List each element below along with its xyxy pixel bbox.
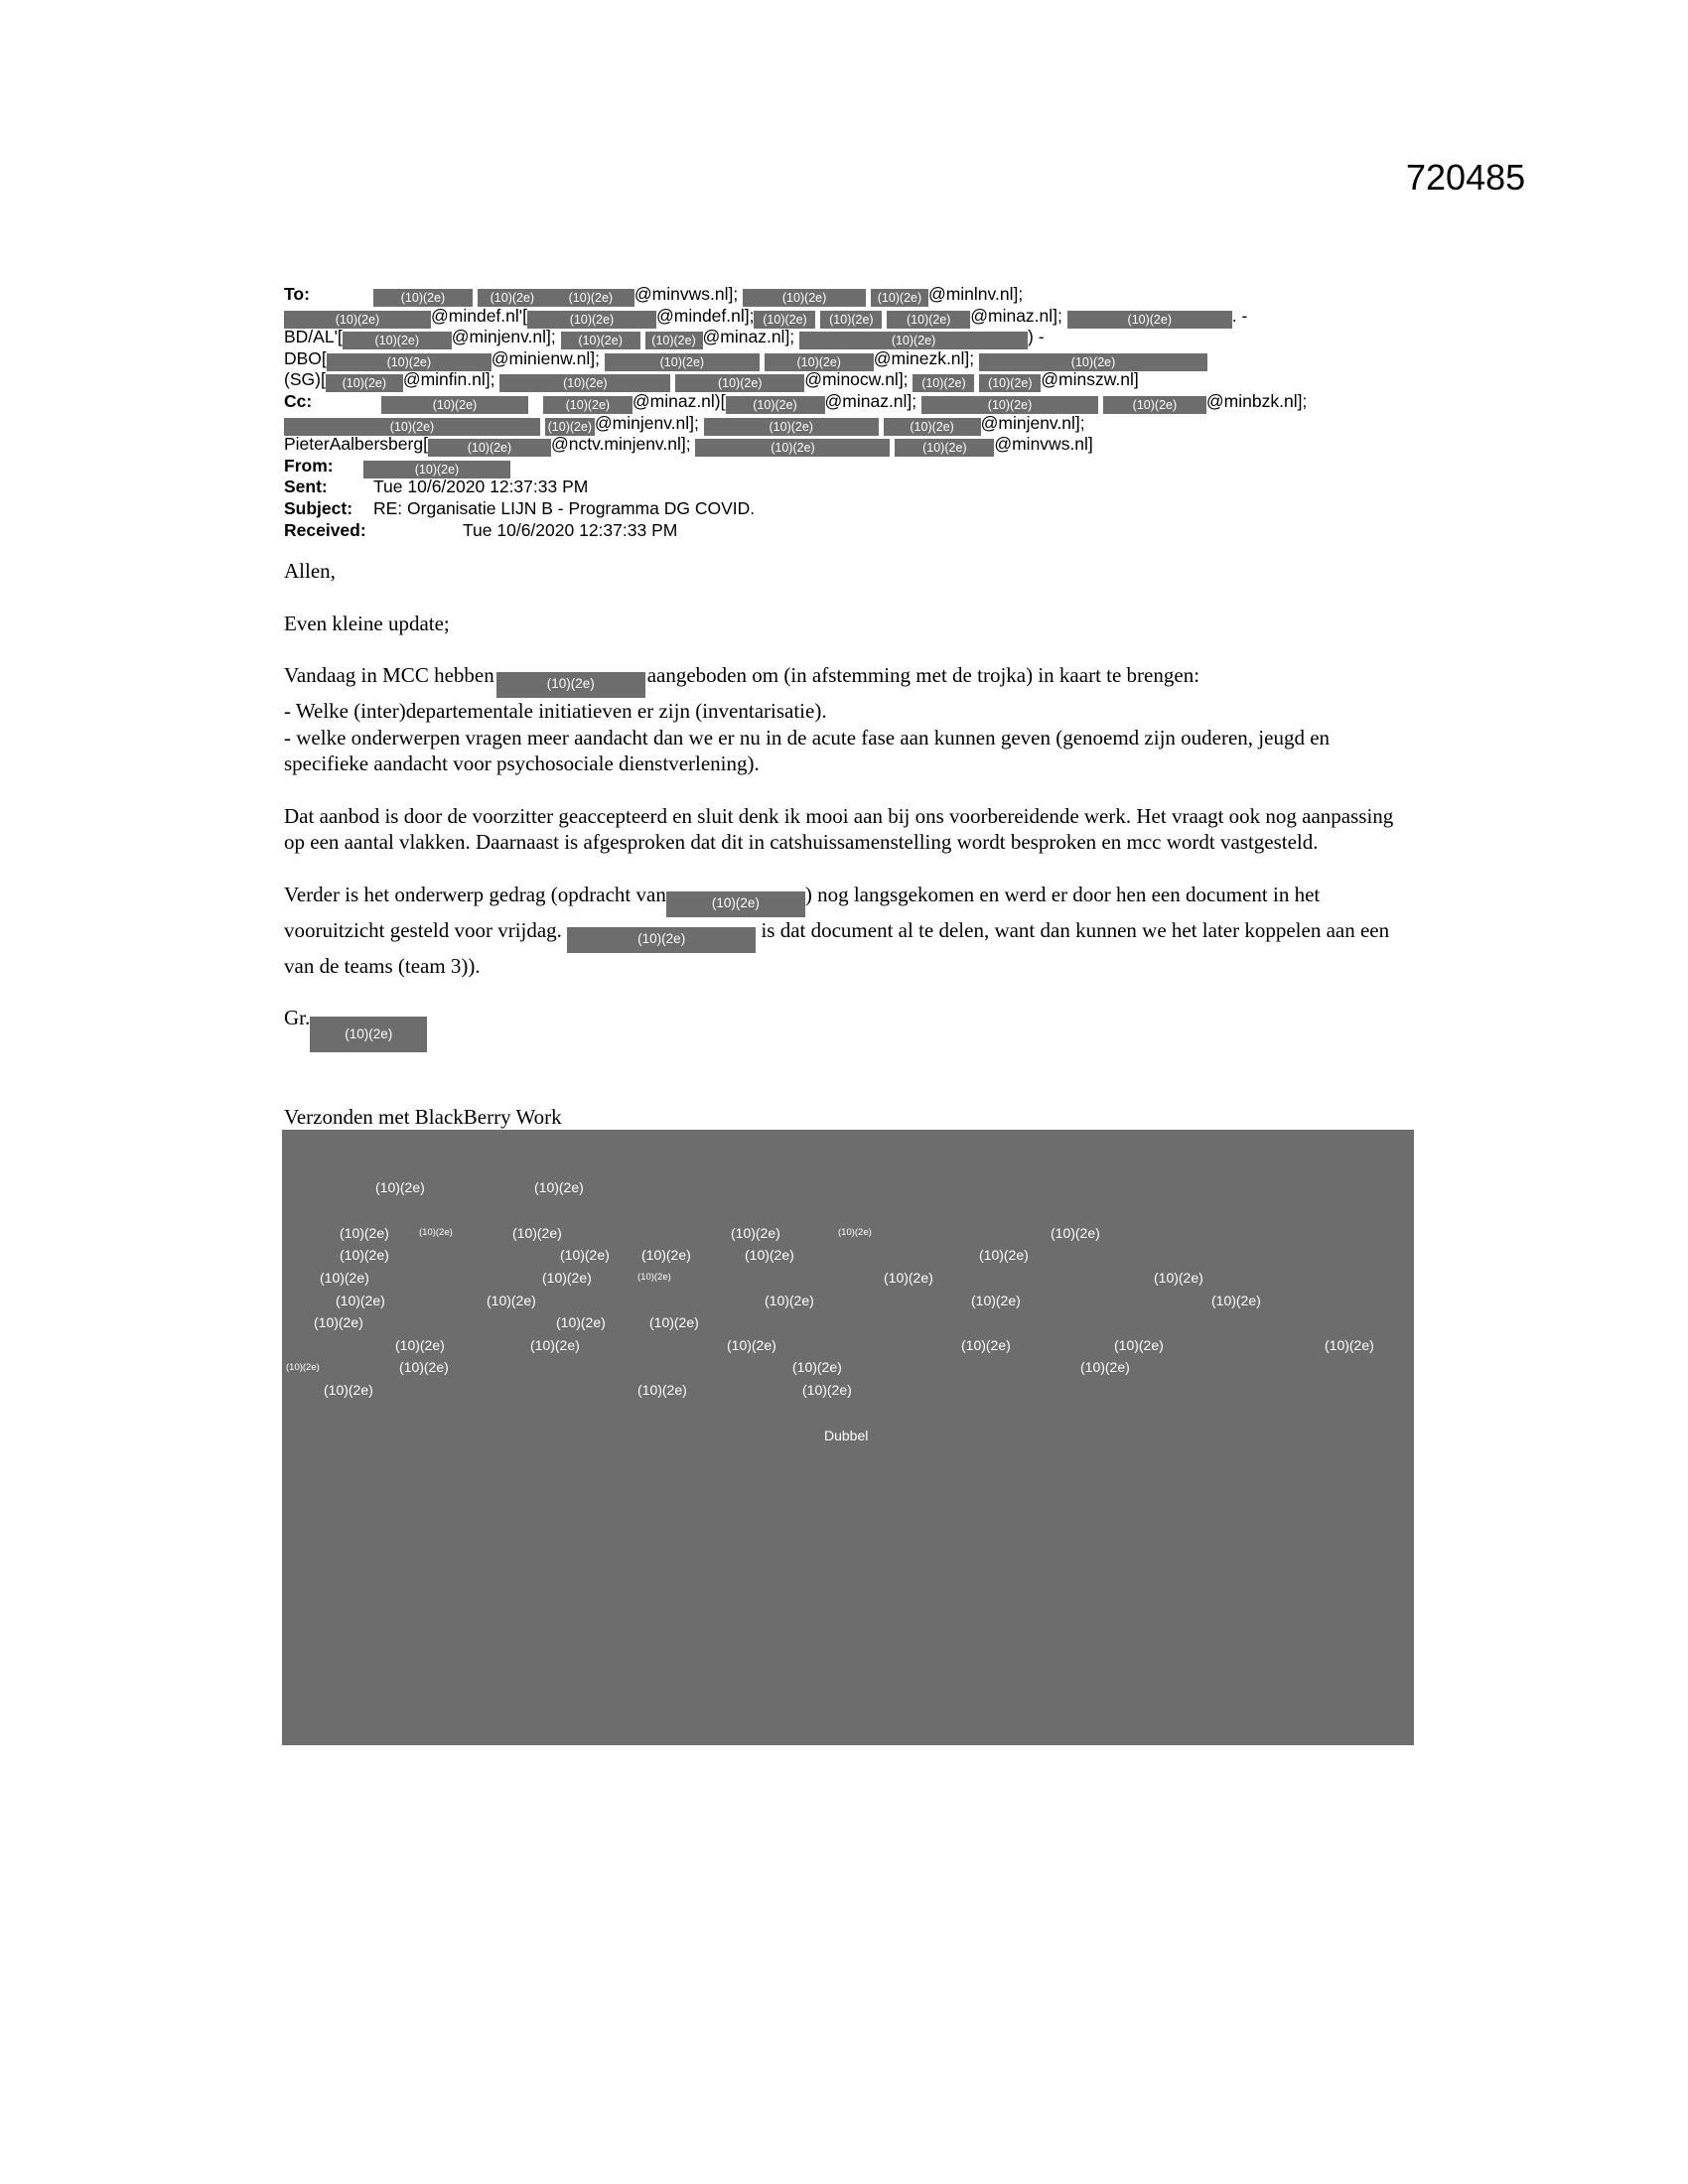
email-domain: @minaz.nl]; [702, 327, 795, 347]
redaction: (10)(2e) [373, 289, 473, 307]
email-domain: @minienw.nl]; [491, 347, 600, 368]
redaction-code: (10)(2e) [512, 1225, 562, 1241]
email-domain: @minbzk.nl]; [1205, 390, 1308, 411]
redaction: (10)(2e) [754, 311, 815, 329]
redaction-code: (10)(2e) [641, 1247, 691, 1263]
redaction-code: (10)(2e) [1114, 1337, 1164, 1353]
redaction: (10)(2e) [363, 461, 510, 478]
cc-label: Cc: [284, 390, 313, 411]
redaction-code: (10)(2e) [971, 1293, 1021, 1308]
email-domain: @minjenv.nl]; [594, 412, 699, 433]
redaction: (10)(2e) [1103, 396, 1206, 414]
email-domain: @minjenv.nl]; [451, 327, 556, 347]
redaction-code: (10)(2e) [314, 1314, 363, 1330]
redaction: (10)(2e) [284, 418, 540, 436]
redaction-code: (10)(2e) [320, 1270, 369, 1286]
subject-label: Subject: [284, 497, 353, 518]
dubbel-label: Dubbel [824, 1428, 869, 1443]
email-text: (SG)[ [284, 369, 326, 390]
redaction: (10)(2e) [979, 353, 1207, 371]
redaction: (10)(2e) [743, 289, 866, 307]
email-domain: @minaz.nl]; [824, 390, 917, 411]
email-header [284, 284, 1376, 541]
paragraph: Verder is het onderwerp gedrag (opdracht van (10)(2e) ) nog langsgekomen en werd er door hen een document in het vooruitzicht gesteld voor vrijdag. (10)(2e) is dat document al te delen, want dan kunnen we het later koppelen aan een van de teams (team 3)). [284, 882, 1390, 978]
document-number: 720485 [1406, 157, 1526, 198]
received-label: Received: [284, 519, 366, 540]
email-domain: @minjenv.nl]; [980, 412, 1085, 433]
redaction-code: (10)(2e) [419, 1227, 453, 1238]
redaction: (10)(2e) [884, 418, 981, 436]
redaction: (10)(2e) [527, 311, 656, 329]
redaction-code: (10)(2e) [792, 1359, 842, 1375]
redaction-code: (10)(2e) [802, 1382, 852, 1398]
redaction: (10)(2e) [871, 289, 928, 307]
paragraph: Vandaag in MCC hebben (10)(2e) aangeboden om (in afstemming met de trojka) in kaart te brengen: - Welke (inter)departementale initiatieven er zijn (inventarisatie). - welke onderwerpen vragen meer aandacht dan we er nu in de acute fase aan kunnen geven (genoemd zijn ouderen, jeugd en specifieke aandacht voor psychosociale dienstverlening). [284, 663, 1331, 775]
redaction-code: (10)(2e) [560, 1247, 610, 1263]
email-domain: @minvws.nl]; [633, 284, 739, 304]
redaction: (10)(2e) [545, 418, 595, 436]
footer: Verzonden met BlackBerry Work [284, 1105, 562, 1129]
redaction: (10)(2e) [979, 374, 1041, 392]
redaction-code: (10)(2e) [979, 1247, 1029, 1263]
redaction-code: (10)(2e) [336, 1293, 385, 1308]
redaction: (10)(2e) [326, 374, 403, 392]
redaction: (10)(2e) [547, 289, 634, 307]
redaction-code: (10)(2e) [1211, 1293, 1261, 1308]
redaction-code: (10)(2e) [838, 1227, 872, 1238]
redaction: (10)(2e) [327, 353, 492, 371]
redaction-code: (10)(2e) [745, 1247, 794, 1263]
email-domain: @nctv.minjenv.nl]; [550, 434, 691, 455]
redaction: (10)(2e) [695, 439, 890, 457]
redaction: (10)(2e) [726, 396, 825, 414]
redaction: (10)(2e) [428, 439, 551, 457]
to-label: To: [284, 284, 310, 304]
redaction-code: (10)(2e) [286, 1362, 320, 1373]
paragraph: Even kleine update; [284, 611, 450, 635]
email-domain: @minfin.nl]; [402, 369, 495, 390]
redaction: (10)(2e) [499, 374, 670, 392]
email-domain: @minszw.nl] [1041, 369, 1139, 390]
email-text: PieterAalbersberg[ [284, 434, 428, 455]
redaction: (10)(2e) [921, 396, 1098, 414]
redaction-code: (10)(2e) [1051, 1225, 1100, 1241]
redaction: (10)(2e) [765, 353, 874, 371]
redaction-code: (10)(2e) [637, 1272, 671, 1283]
redaction-code: (10)(2e) [324, 1382, 373, 1398]
redaction: (10)(2e) [666, 891, 805, 917]
redaction: (10)(2e) [675, 374, 804, 392]
paragraph: Dat aanbod is door de voorzitter geaccepteerd en sluit denk ik mooi aan bij ons voorbereidende werk. Het vraagt ook nog aanpassing op een aantal vlakken. Daarnaast is afgesproken dat dit in catshuissamenstelling wordt besproken en mcc wordt vastgesteld. [284, 803, 1394, 854]
subject-value: RE: Organisatie LIJN B - Programma DG COVID. [373, 497, 756, 518]
redacted-block [282, 1130, 1414, 1745]
email-domain: @mindef.nl'[ [431, 305, 527, 326]
redaction: (10)(2e) [605, 353, 760, 371]
redaction: (10)(2e) [567, 927, 756, 953]
email-text: . - [1231, 305, 1248, 326]
redaction-code: (10)(2e) [556, 1314, 606, 1330]
email-domain: @minlnv.nl]; [927, 284, 1024, 304]
redaction: (10)(2e) [343, 332, 452, 349]
redaction-code: (10)(2e) [637, 1382, 687, 1398]
received-value: Tue 10/6/2020 12:37:33 PM [463, 519, 678, 540]
email-domain: @minezk.nl]; [873, 347, 975, 368]
redaction: (10)(2e) [1067, 311, 1232, 329]
redaction: (10)(2e) [496, 672, 645, 698]
redaction: (10)(2e) [561, 332, 640, 349]
email-body [284, 558, 1396, 1182]
redaction-code: (10)(2e) [395, 1337, 445, 1353]
redaction-code: (10)(2e) [1080, 1359, 1130, 1375]
redaction: (10)(2e) [310, 1017, 427, 1052]
signature: Gr.(10)(2e) [284, 1005, 1396, 1052]
redaction-code: (10)(2e) [534, 1179, 584, 1195]
redaction-code: (10)(2e) [530, 1337, 580, 1353]
redaction: (10)(2e) [820, 311, 882, 329]
from-label: From: [284, 455, 334, 476]
email-domain: @minaz.nl]; [970, 305, 1062, 326]
redaction-code: (10)(2e) [340, 1247, 389, 1263]
email-domain: @minvws.nl] [994, 434, 1093, 455]
redaction-code: (10)(2e) [649, 1314, 699, 1330]
redaction-code: (10)(2e) [542, 1270, 592, 1286]
redaction: (10)(2e) [284, 311, 431, 329]
email-domain: @mindef.nl]; [655, 305, 755, 326]
email-domain: @minocw.nl]; [804, 369, 909, 390]
redaction: (10)(2e) [704, 418, 879, 436]
redaction: (10)(2e) [645, 332, 703, 349]
email-text: BD/AL'[ [284, 327, 343, 347]
redaction: (10)(2e) [913, 374, 974, 392]
redaction-code: (10)(2e) [1325, 1337, 1374, 1353]
redaction-code: (10)(2e) [765, 1293, 814, 1308]
redaction: (10)(2e) [799, 332, 1028, 349]
redaction-code: (10)(2e) [961, 1337, 1011, 1353]
redaction-code: (10)(2e) [731, 1225, 780, 1241]
email-text: ) - [1028, 327, 1045, 347]
sent-label: Sent: [284, 477, 328, 497]
redaction: (10)(2e) [895, 439, 994, 457]
redaction: (10)(2e) [381, 396, 528, 414]
redaction: (10)(2e) [543, 396, 633, 414]
salutation: Allen, [284, 559, 336, 583]
email-text: DBO[ [284, 347, 327, 368]
email-domain: @minaz.nl)[ [632, 390, 726, 411]
redaction-code: (10)(2e) [340, 1225, 389, 1241]
redaction-code: (10)(2e) [1154, 1270, 1203, 1286]
redaction-code: (10)(2e) [487, 1293, 536, 1308]
redaction-code: (10)(2e) [375, 1179, 425, 1195]
redaction: (10)(2e) [887, 311, 970, 329]
sent-value: Tue 10/6/2020 12:37:33 PM [373, 477, 589, 497]
redaction-code: (10)(2e) [727, 1337, 776, 1353]
redaction: (10)(2e) [478, 289, 547, 307]
redaction-code: (10)(2e) [399, 1359, 449, 1375]
redaction-code: (10)(2e) [884, 1270, 933, 1286]
